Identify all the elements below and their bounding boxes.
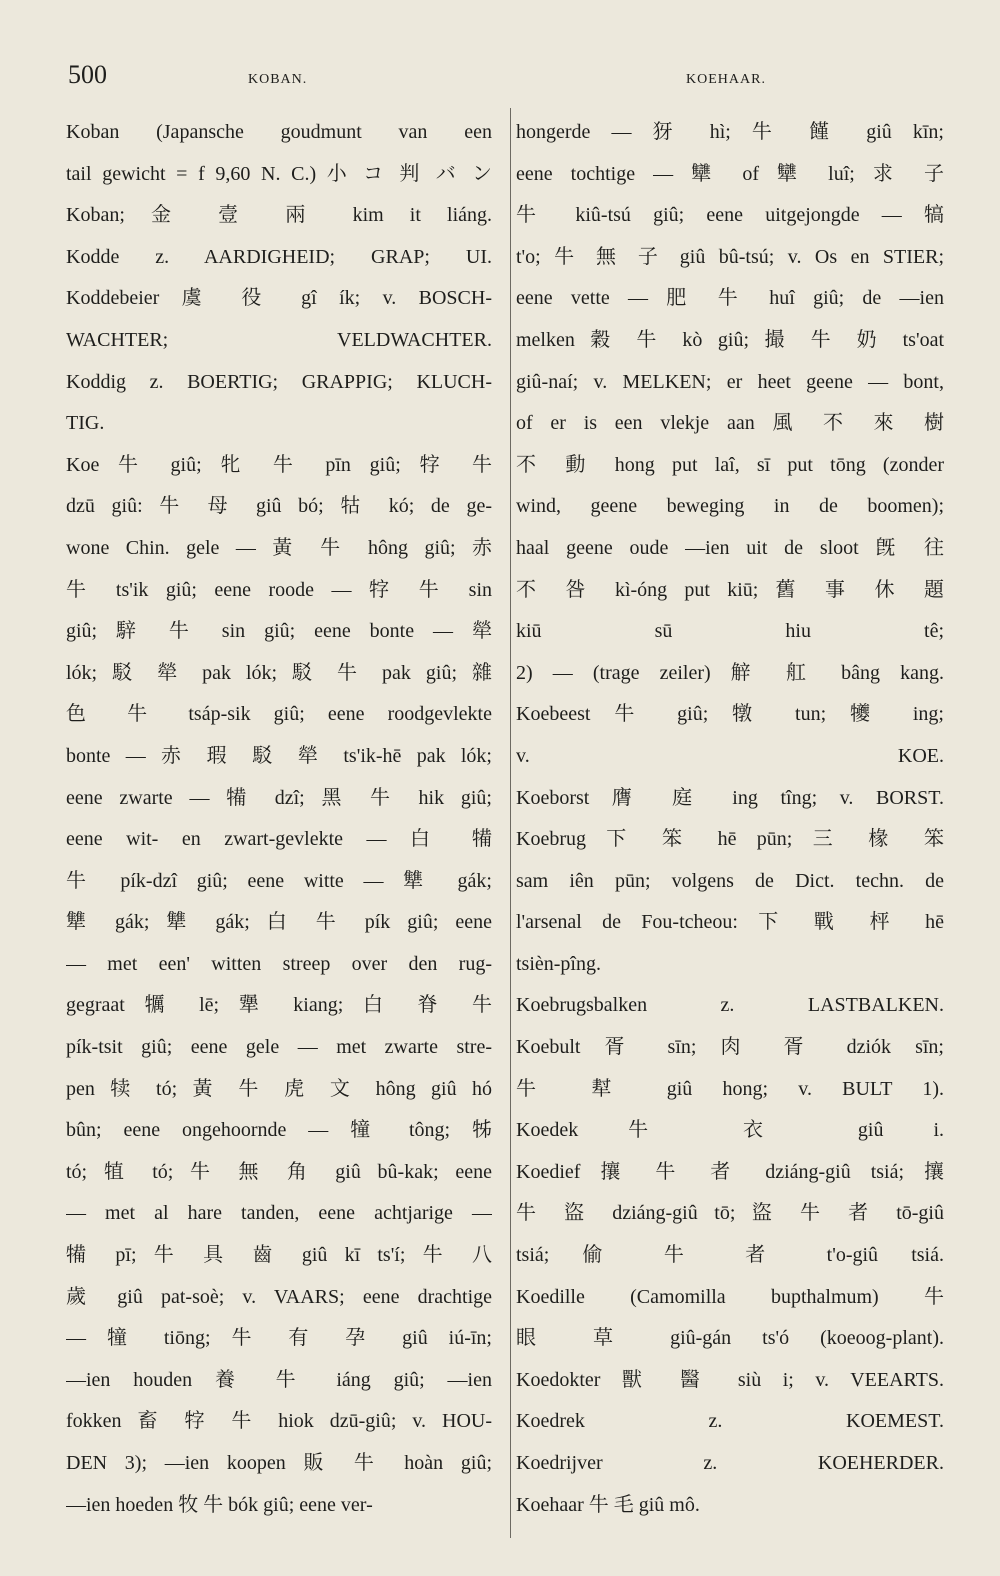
dictionary-line: TIG. (66, 412, 105, 435)
page-header (68, 60, 948, 94)
dictionary-line: l'arsenal de Fou-tcheou: 下 戰 枰 hē (516, 911, 944, 934)
dictionary-line: —ien hoeden 牧 牛 bók giû; eene ver- (66, 1493, 373, 1516)
dictionary-line: wone Chin. gele — 黃 牛 hông giû; 赤 (66, 536, 492, 559)
dictionary-line: 2) — (trage zeiler) 觪 舡 bâng kang. (516, 661, 944, 684)
dictionary-line: fokken 畜 牸 牛 hiok dzū-giû; v. HOU- (66, 1410, 492, 1433)
dictionary-line: t'o; 牛 無 子 giû bû-tsú; v. Os en STIER; (516, 245, 944, 268)
dictionary-line: eene zwarte — 犕 dzî; 黑 牛 hik giû; (66, 786, 492, 809)
dictionary-line: giû; 騂 牛 sin giû; eene bonte — 犖 (66, 620, 492, 643)
left-column (66, 112, 492, 1526)
dictionary-line: bûn; eene ongehoornde — 犝 tông; 牬 (66, 1119, 492, 1142)
dictionary-line: pík-tsit giû; eene gele — met zwarte stre- (66, 1036, 492, 1059)
dictionary-line: 色 牛 tsáp-sik giû; eene roodgevlekte (66, 703, 492, 726)
dictionary-line: — met al hare tanden, eene achtjarige — (66, 1202, 492, 1225)
dictionary-line: tsiá; 偷 牛 者 t'o-giû tsiá. (516, 1244, 944, 1267)
dictionary-line: Koban (Japansche goudmunt van een (66, 121, 492, 143)
dictionary-line: 歲 giû pat-soè; v. VAARS; eene drachtige (66, 1285, 492, 1308)
dictionary-line: of er is een vlekje aan 風 不 來 樹 (516, 412, 944, 435)
dictionary-line: haal geene oude —ien uit de sloot 旣 往 (516, 536, 944, 559)
dictionary-line: lók; 駁 犖 pak lók; 駁 牛 pak giû; 雜 (66, 661, 492, 684)
dictionary-line: 牛 盜 dziáng-giû tō; 盜 牛 者 tō-giû (516, 1202, 944, 1225)
dictionary-line: Koe 牛 giû; 牝 牛 pīn giû; 牸 牛 (66, 453, 492, 476)
dictionary-line: eene wit- en zwart-gevlekte — 白 犕 (66, 828, 492, 851)
dictionary-line: 牛 pík-dzî giû; eene witte — 犨 gák; (66, 869, 492, 892)
dictionary-line: Koedille (Camomilla bupthalmum) 牛 (516, 1285, 944, 1308)
dictionary-line: wind, geene beweging in de boomen); (516, 495, 944, 518)
dictionary-line: giû-naí; v. MELKEN; er heet geene — bont, (516, 370, 944, 393)
dictionary-line: 犨 gák; 犨 gák; 白 牛 pík giû; eene (66, 911, 492, 934)
dictionary-line: Koeborst 膺 庭 ing tîng; v. BORST. (516, 786, 944, 809)
dictionary-line: kiū sū hiu tê; (516, 620, 944, 643)
dictionary-line: Koebrug 下 笨 hē pūn; 三 椽 笨 (516, 828, 944, 851)
dictionary-line: Koedrijver z. KOEHERDER. (516, 1452, 944, 1474)
dictionary-line: eene tochtige — 犫 of 犫 luî; 求 子 (516, 162, 944, 185)
dictionary-line: Koban; 金 壹 兩 kim it liáng. (66, 204, 492, 227)
dictionary-line: Koebult 胥 sīn; 肉 胥 dziók sīn; (516, 1036, 944, 1059)
dictionary-line: v. KOE. (516, 744, 944, 767)
dictionary-line: Koedrek z. KOEMEST. (516, 1410, 944, 1433)
dictionary-line: —ien houden 養 牛 iáng giû; —ien (66, 1368, 492, 1391)
dictionary-line: Koedokter 獸 醫 siù i; v. VEEARTS. (516, 1368, 944, 1391)
dictionary-line: hongerde — 犽 hì; 牛 饉 giû kīn; (516, 121, 944, 143)
dictionary-line: Kodde z. AARDIGHEID; GRAP; UI. (66, 245, 492, 268)
dictionary-line: — 犝 tiōng; 牛 有 孕 giû iú-īn; (66, 1327, 492, 1350)
dictionary-line: gegraat 犡 lē; 犟 kiang; 白 脊 牛 (66, 994, 492, 1017)
dictionary-line: DEN 3); —ien koopen 販 牛 hoàn giû; (66, 1452, 492, 1474)
dictionary-line: tsièn-pîng. (516, 952, 601, 975)
dictionary-line: Koehaar 牛 毛 giû mô. (516, 1493, 700, 1516)
dictionary-line: Koedief 攘 牛 者 dziáng-giû tsiá; 攘 (516, 1160, 944, 1183)
dictionary-line: Koebrugsbalken z. LASTBALKEN. (516, 994, 944, 1017)
dictionary-line: eene vette — 肥 牛 huî giû; de —ien (516, 287, 944, 310)
dictionary-line: Koebeest 牛 giû; 犜 tun; 犪 ing; (516, 703, 944, 726)
dictionary-line: 不 咎 kì-óng put kiū; 舊 事 休 題 (516, 578, 944, 601)
left-running-headword: KOBAN. (248, 72, 308, 87)
dictionary-line: bonte — 赤 瑕 駁 犖 ts'ik-hē pak lók; (66, 744, 492, 767)
dictionary-line: tail gewicht = f 9,60 N. C.) 小 コ 判 バ ン (66, 162, 492, 185)
dictionary-line: dzū giû: 牛 母 giû bó; 牯 kó; de ge- (66, 495, 492, 518)
dictionary-line: Koedek 牛 衣 giû i. (516, 1119, 944, 1142)
right-column (516, 112, 944, 1526)
dictionary-line: Koddebeier 虞 役 gî ík; v. BOSCH- (66, 287, 492, 310)
dictionary-line: 牛 犎 giû hong; v. BULT 1). (516, 1077, 944, 1100)
dictionary-line: pen 犊 tó; 黃 牛 虎 文 hông giû hó (66, 1077, 492, 1100)
dictionary-line: — met een' witten streep over den rug- (66, 952, 492, 975)
dictionary-line: 牛 ts'ik giû; eene roode — 牸 牛 sin (66, 578, 492, 601)
dictionary-line: 不 動 hong put laî, sī put tōng (zonder (516, 453, 944, 476)
dictionary-line: Koddig z. BOERTIG; GRAPPIG; KLUCH- (66, 370, 492, 393)
dictionary-line: 牛 kiû-tsú giû; eene uitgejongde — 犒 (516, 204, 944, 227)
dictionary-line: melken 穀 牛 kò giû; 撮 牛 奶 ts'oat (516, 328, 944, 351)
dictionary-line: 眼 草 giû-gán ts'ó (koeoog-plant). (516, 1327, 944, 1350)
dictionary-line: 犕 pī; 牛 具 齒 giû kī ts'í; 牛 八 (66, 1244, 492, 1267)
column-divider (510, 108, 511, 1538)
dictionary-line: WACHTER; VELDWACHTER. (66, 328, 492, 351)
page-number: 500 (68, 60, 107, 89)
dictionary-line: sam iên pūn; volgens de Dict. techn. de (516, 869, 944, 892)
dictionary-line: tó; 犆 tó; 牛 無 角 giû bû-kak; eene (66, 1160, 492, 1183)
right-running-headword: KOEHAAR. (686, 72, 766, 87)
